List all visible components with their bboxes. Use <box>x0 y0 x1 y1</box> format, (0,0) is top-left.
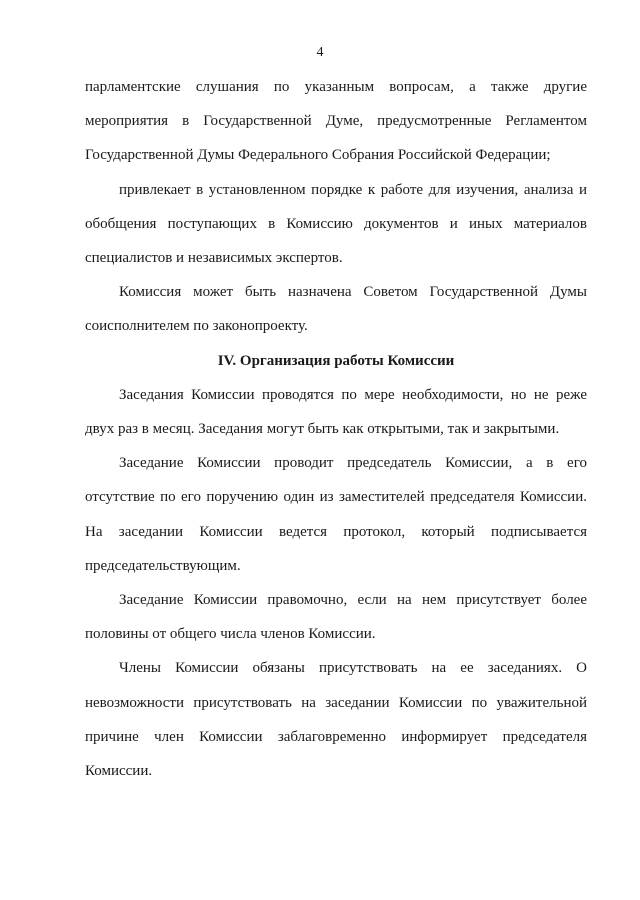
paragraph-co-executor: Комиссия может быть назначена Советом Государственной Думы соисполнителем по законопроекту. <box>85 284 587 335</box>
paragraph-chair: Заседание Комиссии проводит председатель Комиссии, а в его отсутствие по его поручению один из заместителей председателя Комиссии. На заседании Комиссии ведется протокол, который подписывается председательствующим. <box>85 455 587 574</box>
paragraph-experts: привлекает в установленном порядке к работе для изучения, анализа и обобщения поступающих в Комиссию документов и иных материалов специалистов и независимых экспертов. <box>85 181 587 267</box>
paragraph-meeting-frequency: Заседания Комиссии проводятся по мере необходимости, но не реже двух раз в месяц. Заседания могут быть как открытыми, так и закрытыми. <box>85 386 587 438</box>
section-heading: IV. Организация работы Комиссии <box>217 352 455 369</box>
document-body <box>85 70 587 788</box>
paragraph-attendance: Члены Комиссии обязаны присутствовать на ее заседаниях. О невозможности присутствовать на заседании Комиссии по уважительной причине член Комиссии заблаговременно информирует председателя Комиссии. <box>85 660 587 780</box>
paragraph-quorum: Заседание Комиссии правомочно, если на нем присутствует более половины от общего числа членов Комиссии. <box>85 592 587 643</box>
paragraph-hearings: парламентские слушания по указанным вопросам, а также другие мероприятия в Государственной Думе, предусмотренные Регламентом Государственной Думы Федерального Собрания Российской Федерации; <box>85 79 587 164</box>
page-number: 4 <box>316 45 324 60</box>
